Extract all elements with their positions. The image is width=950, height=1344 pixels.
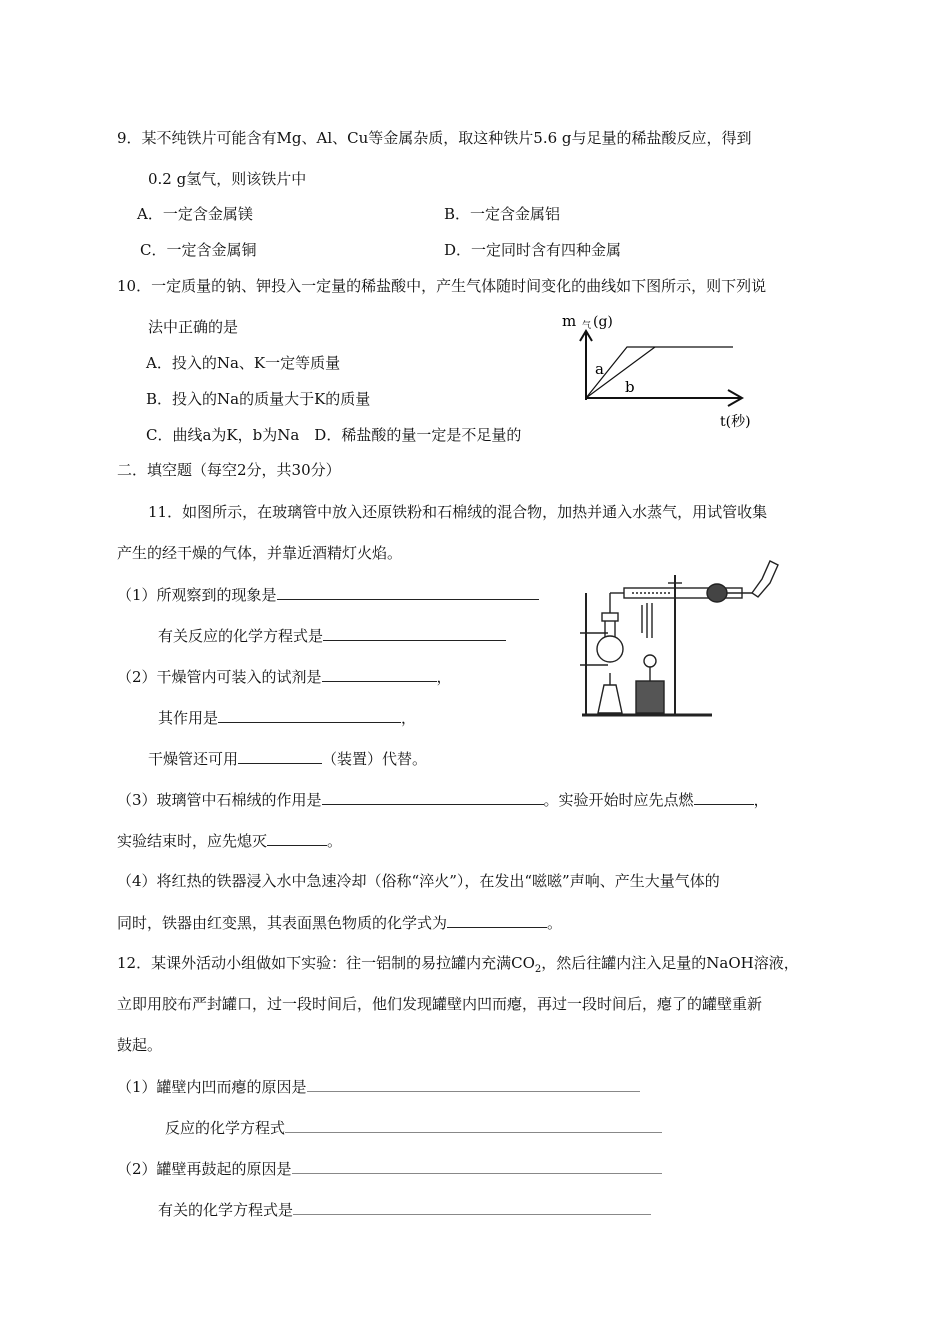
- q11-part2c: [148, 748, 427, 769]
- q11-part1b: [158, 625, 506, 646]
- q11-blank-asbestos[interactable]: [322, 789, 544, 805]
- q11-part2-comma: ，: [436, 668, 452, 686]
- q11-part1-label: （1）所观察到的现象是: [117, 586, 277, 604]
- q12-intro-a: 12．某课外活动小组做如下实验：往一铝制的易拉罐内充满CO: [117, 954, 535, 972]
- q12-part2b: [158, 1199, 651, 1220]
- q11-part4b: [117, 912, 562, 933]
- q11-part2-label: （2）干燥管内可装入的试剂是: [117, 668, 322, 686]
- q10-stem-cont: 法中正确的是: [148, 318, 239, 336]
- q11-part2c-tail: （装置）代替。: [322, 750, 428, 768]
- drying-tube-bulb: [707, 584, 727, 602]
- q9-option-c: C．一定含金属铜: [140, 241, 257, 259]
- q11-part2c-label: 干燥管还可用: [148, 750, 239, 768]
- q12-intro-b: ，然后往罐内注入足量的NaOH溶液，: [541, 954, 799, 972]
- alcohol-lamp-left: [598, 685, 622, 713]
- q11-blank-extinguish-first[interactable]: [267, 830, 327, 846]
- curve-b-label: b: [625, 378, 635, 396]
- q9-option-a: A．一定含金属镁: [137, 205, 253, 223]
- y-label-m: m: [562, 312, 577, 330]
- q9-option-b: B．一定含金属铝: [444, 205, 561, 223]
- q11-part3: [117, 789, 769, 810]
- q11-blank-equation[interactable]: [323, 625, 506, 641]
- q11-intro-cont: 产生的经干燥的气体，并靠近酒精灯火焰。: [117, 544, 403, 562]
- q11-part2: [117, 666, 452, 687]
- q11-blank-phenomenon[interactable]: [277, 584, 539, 600]
- q11-part4b-label: 同时，铁器由红变黑，其表面黑色物质的化学式为: [117, 914, 448, 932]
- q11-part2b: [158, 707, 416, 728]
- q11-part3b-label: 实验结束时，应先熄灭: [117, 832, 268, 850]
- q11-part3-label: （3）玻璃管中石棉绒的作用是: [117, 791, 322, 809]
- curve-a-label: a: [595, 360, 604, 378]
- q11-part1: [117, 584, 539, 605]
- q12-part2: [117, 1158, 662, 1179]
- q12-blank-reason1[interactable]: [307, 1076, 640, 1092]
- q11-part3b-end: 。: [327, 832, 343, 850]
- round-flask: [597, 636, 623, 662]
- q11-part4: （4）将红热的铁器浸入水中急速冷却（俗称“淬火”），在发出“嗞嗞”声响、产生大量气体的: [117, 872, 720, 890]
- q10-option-a: A．投入的Na、K一定等质量: [146, 354, 341, 372]
- q11-blank-function[interactable]: [218, 707, 401, 723]
- q11-part1b-label: 有关反应的化学方程式是: [158, 627, 324, 645]
- q11-blank-formula[interactable]: [447, 912, 547, 928]
- q9-option-d: D．一定同时含有四种金属: [444, 241, 622, 259]
- q12-intro-cont: 立即用胶布严封罐口，过一段时间后，他们发现罐壁内凹而瘪，再过一段时间后，瘪了的罐壁重新: [117, 995, 763, 1013]
- q12-part1b-label: 反应的化学方程式: [165, 1119, 286, 1137]
- flask-stopper: [602, 613, 618, 621]
- q11-part2b-label: 其作用是: [158, 709, 219, 727]
- q12-intro: [117, 953, 799, 980]
- q11-blank-reagent[interactable]: [322, 666, 437, 682]
- q11-part2b-comma: ，: [401, 709, 417, 727]
- q12-intro-sub: 2: [534, 964, 542, 975]
- gas-time-graph: [555, 305, 775, 435]
- apparatus-diagram: [572, 553, 792, 723]
- q12-part1-label: （1）罐壁内凹而瘪的原因是: [117, 1078, 307, 1096]
- q11-part3-comma: ，: [753, 791, 769, 809]
- burner-block: [636, 681, 664, 713]
- q9-stem: 9．某不纯铁片可能含有Mg、Al、Cu等金属杂质，取这种铁片5.6 g与足量的稀盐酸反应，得到: [117, 129, 752, 147]
- q12-intro-cont2: 鼓起。: [117, 1036, 163, 1054]
- q11-part4b-end: 。: [547, 914, 563, 932]
- burner-head: [644, 655, 656, 667]
- q12-part1: [117, 1076, 640, 1097]
- q11-part3-mid: 。实验开始时应先点燃: [543, 791, 694, 809]
- curve-a: [586, 347, 733, 398]
- q11-blank-device[interactable]: [238, 748, 322, 764]
- q12-blank-reason2[interactable]: [292, 1158, 662, 1174]
- q12-part2-label: （2）罐壁再鼓起的原因是: [117, 1160, 292, 1178]
- x-label: t(秒): [720, 414, 751, 430]
- q12-blank-equation2[interactable]: [293, 1199, 651, 1215]
- q10-option-cd: C．曲线a为K，b为Na D．稀盐酸的量一定是不足量的: [146, 426, 522, 444]
- q9-stem-cont: 0.2 g氢气，则该铁片中: [148, 170, 307, 188]
- q12-part1b: [165, 1117, 662, 1138]
- q11-intro: 11．如图所示，在玻璃管中放入还原铁粉和石棉绒的混合物，加热并通入水蒸气，用试管收集: [148, 503, 768, 521]
- y-label-sub: 气: [582, 321, 592, 331]
- q10-stem: 10．一定质量的钠、钾投入一定量的稀盐酸中，产生气体随时间变化的曲线如下图所示，则下列说: [117, 277, 767, 295]
- y-label-unit: (g): [593, 314, 613, 330]
- q10-option-b: B．投入的Na的质量大于K的质量: [146, 390, 371, 408]
- q11-part3b: [117, 830, 342, 851]
- q12-part2b-label: 有关的化学方程式是: [158, 1201, 294, 1219]
- q11-blank-light-first[interactable]: [694, 789, 754, 805]
- q12-blank-equation1[interactable]: [285, 1117, 662, 1133]
- collecting-test-tube: [752, 561, 778, 597]
- section-title: 二．填空题（每空2分，共30分）: [117, 461, 341, 479]
